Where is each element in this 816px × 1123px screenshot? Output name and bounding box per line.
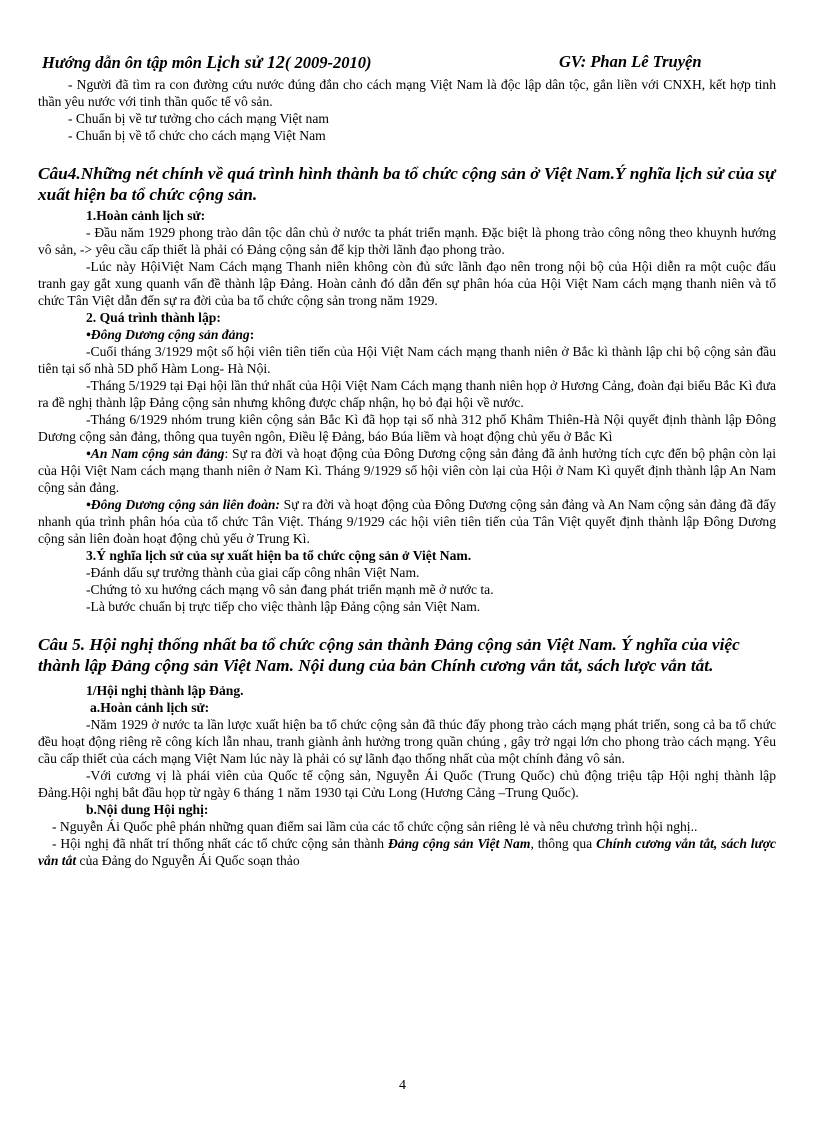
q4-section-3-heading: 3.Ý nghĩa lịch sử của sự xuất hiện ba tổ chức cộng sản ở Việt Nam. [86,548,472,563]
intro-line-2: - Chuẩn bị về tư tưởng cho cách mạng Việt nam [68,111,329,126]
q4-dd-para-1: -Cuối tháng 3/1929 một số hội viên tiên tiến của Hội Việt Nam cách mạng thanh niên ở Bắc kì thành lập chi bộ cộng sản đầu tiên tại số nhà 5D phố Hàm Long- Hà Nội. [38,344,776,376]
q4-section-3-line-3: -Là bước chuẩn bị trực tiếp cho việc thành lập Đảng cộng sản Việt Nam. [86,599,481,614]
header-subject: Lịch sử 12 [206,52,285,72]
header-course: Hướng dẫn ôn tập môn Lịch sử 12( 2009-2010) [42,52,372,72]
q5-section-1-heading: 1/Hội nghị thành lập Đảng. [86,683,244,698]
q5-b-para-1: - Nguyễn Ái Quốc phê phán những quan điểm sai lầm của các tổ chức cộng sản riêng lẻ và nêu chương trình hội nghị.. [52,819,698,834]
q5-b-heading: b.Nội dung Hội nghị: [86,802,209,817]
q4-dd-heading: •Đông Dương cộng sản đảng: [86,327,255,342]
party-name: Đảng cộng sản Việt Nam [387,836,531,851]
page-header [38,52,776,76]
q4-section-1-para-2: -Lúc này HộiViệt Nam Cách mạng Thanh niên không còn đủ sức lãnh đạo nên trong nội bộ của Hội diễn ra một cuộc đấu tranh gay gắt xung quanh vấn đề thành lập Đảng. Hoàn cảnh đó dẫn đến sự phân hóa của Hội Việt Nam cách mạng thanh niên và tổ chức Tân Việt dẫn đến sự ra đời của ba tổ chức cộng sản trong năm 1929. [38,259,776,308]
intro-line-1: - Người đã tìm ra con đường cứu nước đúng đắn cho cách mạng Việt Nam là độc lập dân tộc, gắn liền với CNXH, kết hợp tinh thần yêu nước với tinh thần quốc tế vô sản. [38,77,776,109]
q5-b-para-2: - Hội nghị đã nhất trí thống nhất các tổ chức cộng sản thành Đảng cộng sản Việt Nam, thông qua Chính cương vắn tắt, sách lược vắn tắt của Đảng do Nguyễn Ái Quốc soạn thảo [38,836,777,868]
question-5-title: Câu 5. Hội nghị thống nhất ba tổ chức cộng sản thành Đảng cộng sản Việt Nam. Ý nghĩa của việc thành lập Đảng cộng sản Việt Nam. Nội dung của bản Chính cương vắn tắt, sách lược vắn tắt. [38,635,740,675]
q4-section-1-heading: 1.Hoàn cảnh lịch sử: [86,208,206,223]
q5-a-para-2: -Với cương vị là phái viên của Quốc tế cộng sản, Nguyễn Ái Quốc (Trung Quốc) chủ động triệu tập Hội nghị thành lập Đảng.Hội nghị bắt đầu họp từ ngày 6 tháng 1 năm 1930 tại Cửu Long (Hương Cảng –Trung Quốc). [38,768,776,800]
q4-an-heading: •An Nam cộng sản đảng [86,446,225,461]
page-number: 4 [399,1078,406,1093]
document-page [38,52,776,869]
q5-a-para-1: -Năm 1929 ở nước ta lần lược xuất hiện ba tổ chức cộng sản đã thúc đẩy phong trào cách mạng phát triển, song cả ba tổ chức đều hoạt động riêng rẽ công kích lẫn nhau, tranh giành ảnh hưởng trong quần chúng , gây trở ngại lớn cho phong trào cách mạng. Yêu cầu cấp thiết của cách mạng Việt Nam lúc này là phải có sự lãnh đạo thống nhất của một chính đảng vô sản. [38,717,776,766]
q4-section-1-para-1: - Đầu năm 1929 phong trào dân tộc dân chủ ở nước ta phát triển mạnh. Đặc biệt là phong trào công nông theo khuynh hướng vô sản, -> yêu cầu cấp thiết là phải có Đảng cộng sản để kịp thời lãnh đạo phong trào. [38,225,776,257]
q5-a-heading: a.Hoàn cảnh lịch sử: [90,700,210,715]
header-teacher: GV: Phan Lê Truyện [559,52,702,71]
q4-section-2-heading: 2. Quá trình thành lập: [86,310,221,325]
q4-ld-paragraph: •Đông Dương cộng sản liên đoàn: Sự ra đời và hoạt động của Đông Dương cộng sản đảng và An Nam cộng sản đảng đã đẩy nhanh qúa trình phân hóa của tổ chức Tân Việt. Tháng 9/1929 các hội viên tiên tiến của Tân Việt quyết định thành lập Đông Dương cộng sản liên đoàn hoạt động chủ yếu ở Trung Kì. [38,497,776,546]
q4-an-paragraph: •An Nam cộng sản đảng: Sự ra đời và hoạt động của Đông Dương cộng sản đảng đã ảnh hưởng tích cực đến bộ phận còn lại của Hội Việt Nam cách mạng thanh niên ở Nam Kì. Tháng 9/1929 số hội viên còn lại của Hội ở Nam Kì quyết định thành lập An Nam cộng sản đảng. [38,446,776,495]
question-4-title: Câu4.Những nét chính về quá trình hình thành ba tổ chức cộng sản ở Việt Nam.Ý nghĩa lịch sử của sự xuất hiện ba tổ chức cộng sản. [38,164,776,204]
platform-name: Chính cương vắn tắt, sách lược vắn tắt [38,836,777,868]
q4-section-3-line-2: -Chứng tỏ xu hướng cách mạng vô sản đang phát triển mạnh mẽ ở nước ta. [86,582,494,597]
q4-ld-heading: •Đông Dương cộng sản liên đoàn: [86,497,280,512]
q4-dd-para-2: -Tháng 5/1929 tại Đại hội lần thứ nhất của Hội Việt Nam Cách mạng thanh niên họp ở Hương Cảng, đoàn đại biểu Bắc Kì đưa ra đề nghị thành lập Đảng cộng sản nhưng không được chấp nhận, họ bỏ đại hội về nước. [38,378,776,410]
header-year: ( 2009-2010) [284,53,372,72]
q4-dd-para-3: -Tháng 6/1929 nhóm trung kiên cộng sản Bắc Kì đã họp tại số nhà 312 phố Khâm Thiên-Hà Nội quyết định thành lập Đông Dương cộng sản đảng, thông qua tuyên ngôn, Điều lệ Đảng, báo Búa liềm và hoạt động chủ yếu ở Bắc Kì [38,412,776,444]
intro-line-3: - Chuẩn bị về tổ chức cho cách mạng Việt Nam [68,128,326,143]
q4-section-3-line-1: -Đánh dấu sự trưởng thành của giai cấp công nhân Việt Nam. [86,565,420,580]
